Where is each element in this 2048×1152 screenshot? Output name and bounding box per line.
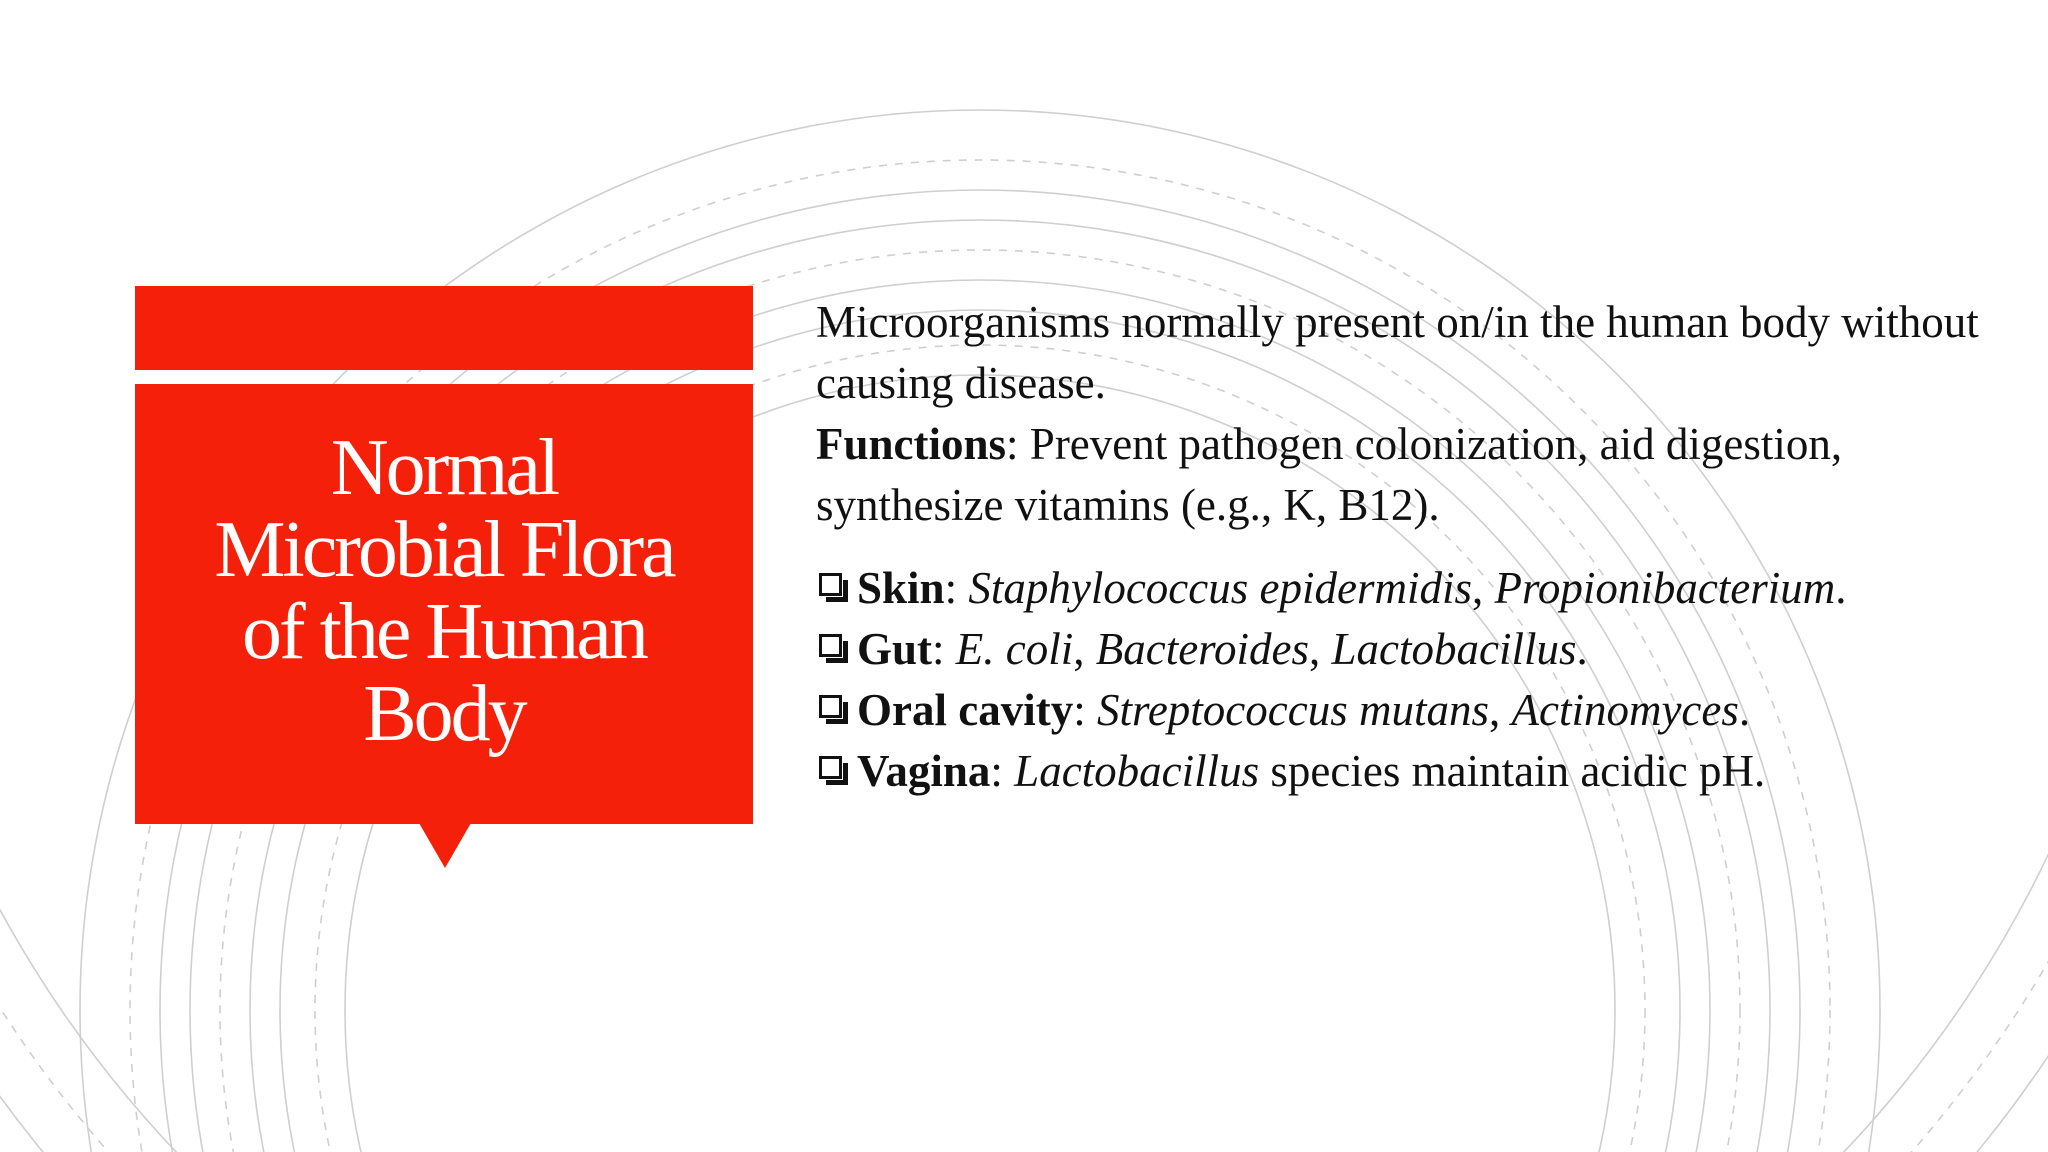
item-sep: ,	[1472, 563, 1495, 613]
checkbox-bullet-icon	[819, 573, 842, 596]
item-label: Skin	[857, 563, 945, 613]
title-line-1: Normal	[330, 424, 558, 512]
title-box-pointer	[419, 823, 471, 868]
title-line-2: Microbial Flora	[214, 506, 674, 594]
item-sep: :	[1073, 685, 1097, 735]
item-end: .	[1576, 624, 1588, 674]
title-box	[135, 384, 753, 824]
flora-list	[816, 558, 1996, 802]
functions-paragraph	[816, 414, 1996, 536]
organism: Lactobacillus	[1331, 624, 1577, 674]
title-line-4: Body	[363, 670, 525, 758]
item-label: Vagina	[857, 746, 991, 796]
definition-text: Microorganisms normally present on/in the human body without causing disease.	[816, 297, 1979, 408]
title-accent-strip	[135, 286, 753, 370]
organism: Bacteroides	[1095, 624, 1310, 674]
functions-text: : Prevent pathogen colonization, aid digestion, synthesize vitamins (e.g., K, B12).	[816, 419, 1843, 530]
functions-label: Functions	[816, 419, 1007, 469]
organism: Staphylococcus epidermidis	[968, 563, 1472, 613]
organism: Lactobacillus	[1014, 746, 1260, 796]
item-sep: :	[990, 746, 1015, 796]
item-sep: ,	[1073, 624, 1096, 674]
checkbox-bullet-icon	[819, 695, 842, 718]
item-text: species maintain acidic pH.	[1259, 746, 1766, 796]
item-sep: ,	[1309, 624, 1332, 674]
item-label: Gut	[857, 624, 933, 674]
item-sep: ,	[1488, 685, 1512, 735]
title-line-3: of the Human	[242, 588, 646, 676]
item-label: Oral cavity	[857, 685, 1074, 735]
item-sep: :	[944, 563, 969, 613]
item-sep: :	[932, 624, 956, 674]
list-item-skin	[816, 558, 1996, 619]
slide-content	[816, 292, 1996, 802]
organism: Streptococcus mutans	[1096, 685, 1489, 735]
item-end: .	[1835, 563, 1847, 613]
checkbox-bullet-icon	[819, 756, 842, 779]
list-item-oral-cavity	[816, 680, 1996, 741]
slide-title	[214, 424, 674, 758]
item-end: .	[1738, 685, 1751, 735]
list-item-gut	[816, 619, 1996, 680]
list-item-vagina	[816, 741, 1996, 802]
organism: Actinomyces	[1511, 685, 1739, 735]
organism: Propionibacterium	[1494, 563, 1836, 613]
organism: E. coli	[955, 624, 1074, 674]
checkbox-bullet-icon	[819, 634, 842, 657]
